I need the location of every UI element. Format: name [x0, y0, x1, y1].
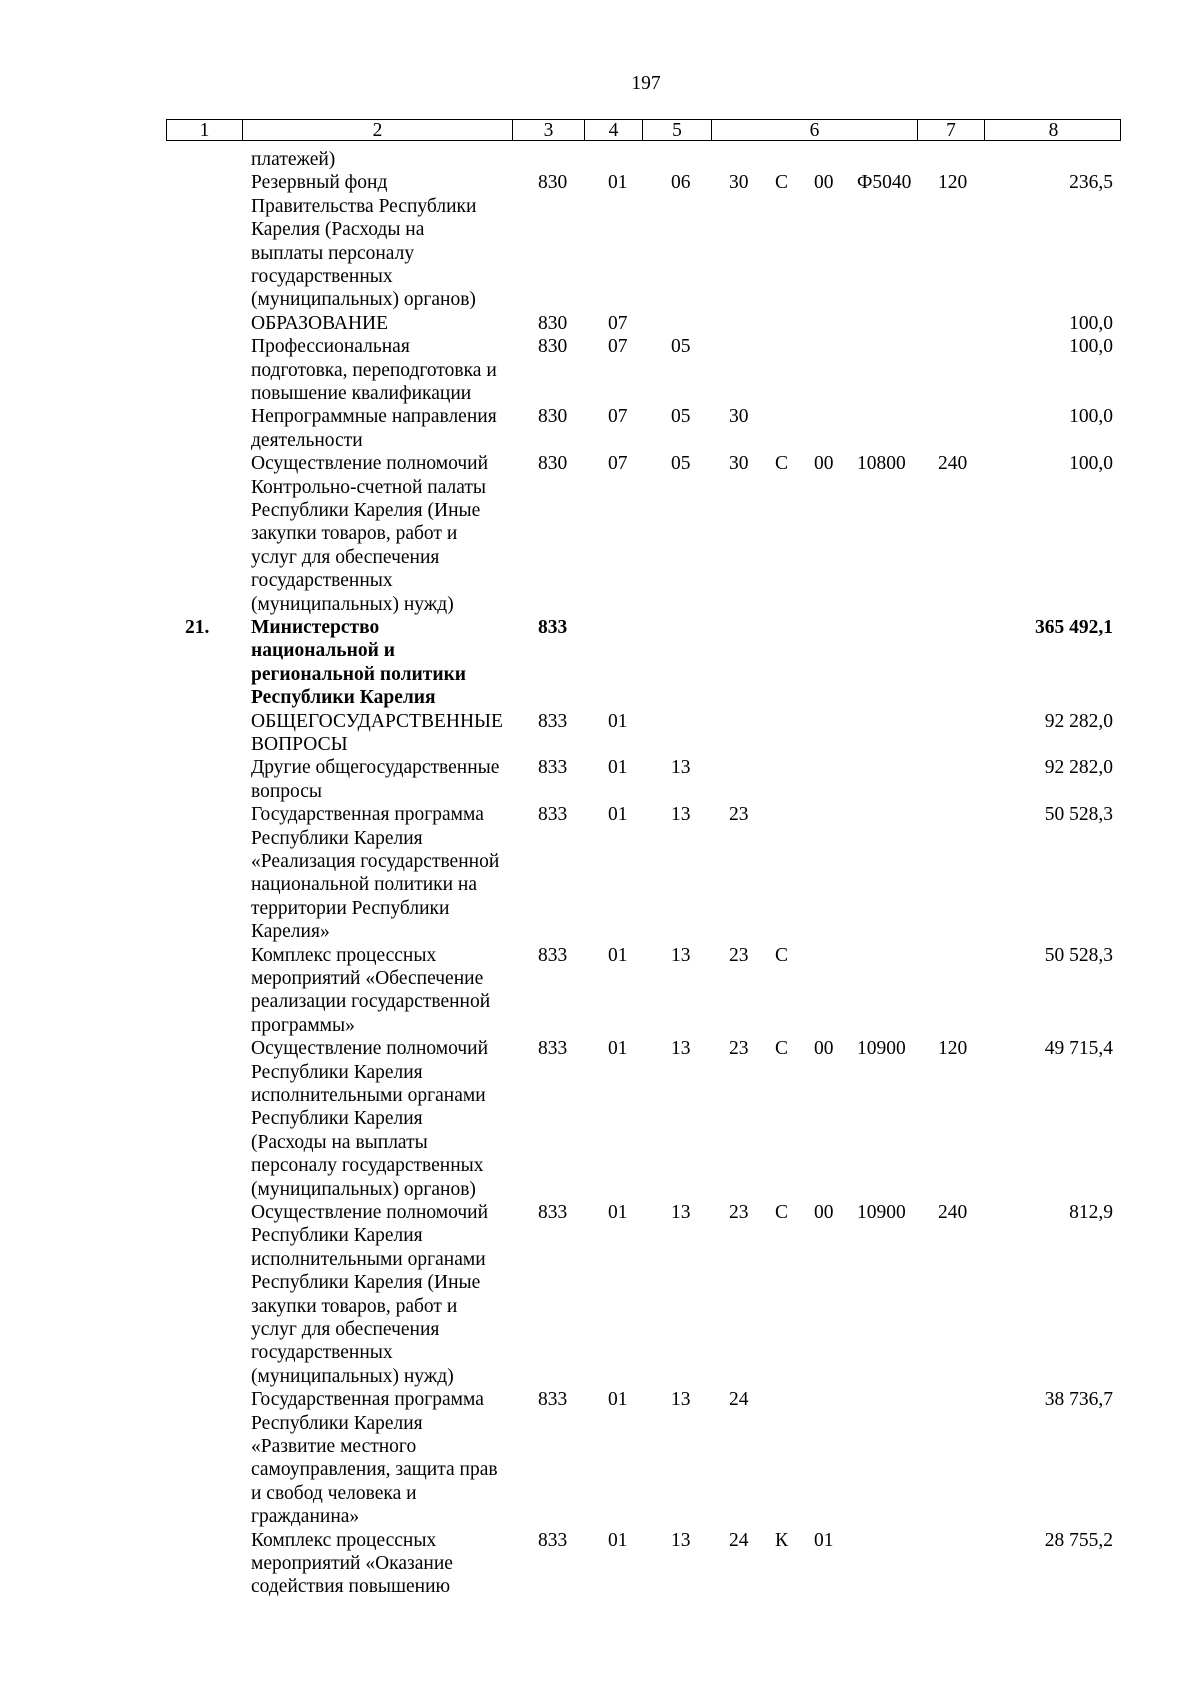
row-name-line: «Реализация государственной	[251, 851, 500, 872]
row-name-line: Осуществление полномочий	[251, 453, 489, 475]
row-name-line: мероприятий «Обеспечение	[251, 968, 484, 989]
cell-c5: 13	[671, 1038, 691, 1060]
row-name-line: ОБРАЗОВАНИЕ	[251, 312, 389, 334]
row-name-line: Республики Карелия	[251, 1412, 423, 1434]
cell-c6b: С	[775, 1202, 789, 1223]
cell-c6d: 10800	[857, 453, 906, 475]
row-name-line: Республики Карелия	[251, 1225, 423, 1247]
row-name	[251, 1388, 516, 1528]
row-name-line: самоуправления, защита прав	[251, 1459, 498, 1481]
cell-c3: 833	[538, 710, 568, 732]
header-col-8: 8	[1048, 120, 1059, 141]
row-name	[251, 1529, 516, 1599]
cell-c3: 833	[538, 1038, 568, 1060]
row-name	[251, 710, 516, 757]
row-name-line: услуг для обеспечения	[251, 1319, 440, 1341]
header-col-3: 3	[513, 120, 585, 140]
cell-c5: 13	[671, 1202, 691, 1223]
row-name-line: закупки товаров, работ и	[251, 1295, 458, 1317]
row-name-line: платежей)	[251, 149, 336, 170]
cell-c4: 01	[608, 710, 628, 732]
row-name-line: закупки товаров, работ и	[251, 523, 458, 545]
cell-c4: 01	[608, 757, 628, 779]
cell-c4: 07	[608, 406, 628, 428]
row-name-line: ОБЩЕГОСУДАРСТВЕННЫЕ	[251, 710, 503, 732]
cell-c6b: С	[775, 172, 789, 194]
row-name-line: Республики Карелия (Иные	[251, 1272, 481, 1294]
cell-c3: 833	[538, 617, 568, 638]
cell-c6a: 30	[729, 172, 749, 194]
row-name-line: реализации государственной	[251, 991, 491, 1013]
row-name-line: Республики Карелия	[251, 827, 423, 849]
cell-c8: 38 736,7	[1044, 1389, 1113, 1411]
row-name-line: Осуществление полномочий	[251, 1202, 489, 1223]
row-name-line: услуг для обеспечения	[251, 546, 440, 568]
row-name-line: территории Республики	[251, 897, 450, 919]
row-name-line: Министерство	[251, 617, 380, 638]
cell-c3: 830	[538, 312, 568, 334]
row-name-line: вопросы	[251, 780, 323, 802]
row-name-line: исполнительными органами	[251, 1248, 486, 1270]
row-name-line: ВОПРОСЫ	[251, 734, 348, 755]
cell-c8: 100,0	[1069, 336, 1113, 358]
row-name-line: (муниципальных) органов)	[251, 289, 476, 311]
cell-c8: 92 282,0	[1044, 710, 1113, 732]
cell-c8: 100,0	[1069, 406, 1113, 428]
row-name-line: Государственная программа	[251, 804, 484, 826]
row-name-line: Республики Карелия	[251, 1061, 423, 1083]
header-col-7: 7	[918, 120, 985, 140]
cell-c8: 92 282,0	[1044, 757, 1113, 779]
row-name-line: персоналу государственных	[251, 1155, 484, 1177]
row-name	[251, 1037, 516, 1201]
row-name-line: (муниципальных) нужд)	[251, 593, 454, 615]
cell-c8: 49 715,4	[1044, 1038, 1113, 1060]
row-name	[251, 1201, 516, 1388]
row-name-line: Республики Карелия	[251, 1108, 423, 1130]
row-name-line: мероприятий «Оказание	[251, 1553, 453, 1574]
cell-c8: 28 755,2	[1044, 1529, 1113, 1551]
row-name	[251, 756, 516, 803]
cell-c6b: С	[775, 944, 789, 966]
cell-c3: 833	[538, 1202, 568, 1223]
cell-c6d: 10900	[857, 1202, 906, 1223]
cell-c3: 833	[538, 944, 568, 966]
row-name-line: Правительства Республики	[251, 195, 477, 217]
cell-c6b: С	[775, 453, 789, 475]
row-name-line: Республики Карелия	[251, 687, 436, 709]
row-name-line: Осуществление полномочий	[251, 1038, 489, 1060]
cell-c5: 13	[671, 757, 691, 779]
cell-c8: 50 528,3	[1044, 944, 1113, 966]
row-name-line: программы»	[251, 1014, 355, 1036]
row-name	[251, 405, 516, 452]
row-name-line: региональной политики	[251, 663, 467, 685]
cell-c8: 100,0	[1069, 312, 1113, 334]
row-name-line: национальной политики на	[251, 874, 478, 896]
row-name-line: деятельности	[251, 429, 363, 451]
row-name	[251, 148, 516, 171]
cell-c3: 830	[538, 406, 568, 428]
cell-c3: 833	[538, 1529, 568, 1551]
row-name-line: (муниципальных) нужд)	[251, 1365, 454, 1387]
row-name-line: Карелия»	[251, 921, 330, 943]
row-name-line: Непрограммные направления	[251, 406, 497, 428]
cell-c8: 100,0	[1069, 453, 1113, 475]
cell-c6a: 24	[729, 1389, 749, 1411]
row-name-line: государственных	[251, 570, 393, 592]
header-col-5: 5	[643, 120, 712, 140]
cell-c3: 830	[538, 172, 568, 194]
cell-c6c: 00	[814, 1038, 834, 1060]
cell-c7: 240	[938, 453, 968, 475]
cell-c6a: 30	[729, 406, 749, 428]
row-name-line: Государственная программа	[251, 1389, 484, 1411]
cell-c3: 830	[538, 453, 568, 475]
row-name-line: повышение квалификации	[251, 383, 472, 404]
cell-c6a: 23	[729, 804, 749, 826]
row-name	[251, 803, 516, 943]
row-name	[251, 616, 516, 710]
cell-c4: 07	[608, 336, 628, 358]
header-col-4: 4	[585, 120, 643, 140]
cell-c8: 50 528,3	[1044, 804, 1113, 826]
row-name-line: Резервный фонд	[251, 172, 388, 194]
cell-c7: 240	[938, 1202, 968, 1223]
row-number: 21.	[185, 617, 210, 638]
cell-c3: 830	[538, 336, 568, 358]
cell-c6b: С	[775, 1038, 789, 1060]
table-header	[166, 119, 1121, 141]
cell-c7: 120	[938, 1038, 968, 1060]
cell-c6a: 23	[729, 1038, 749, 1060]
cell-c5: 13	[671, 1529, 691, 1551]
cell-c6a: 23	[729, 1202, 749, 1223]
cell-c8: 365 492,1	[1035, 617, 1113, 638]
header-col-1: 1	[167, 120, 243, 140]
row-name-line: подготовка, переподготовка и	[251, 359, 497, 381]
row-name	[251, 944, 516, 1038]
row-name-line: Контрольно-счетной палаты	[251, 476, 487, 498]
cell-c4: 01	[608, 1038, 628, 1060]
row-name-line: выплаты персоналу	[251, 242, 415, 264]
cell-c3: 833	[538, 804, 568, 826]
row-name	[251, 171, 516, 311]
cell-c6a: 23	[729, 944, 749, 966]
row-name-line: и свобод человека и	[251, 1482, 417, 1504]
cell-c5: 13	[671, 804, 691, 826]
cell-c5: 13	[671, 944, 691, 966]
row-name	[251, 452, 516, 616]
row-name-line: государственных	[251, 266, 393, 288]
row-name	[251, 312, 516, 335]
cell-c6d: 10900	[857, 1038, 906, 1060]
page-number: 197	[631, 73, 661, 94]
row-name-line: Республики Карелия (Иные	[251, 500, 481, 521]
row-name-line: гражданина»	[251, 1506, 360, 1528]
header-col-6: 6	[712, 120, 918, 140]
row-name-line: Комплекс процессных	[251, 1529, 437, 1551]
cell-c3: 833	[538, 1389, 568, 1411]
cell-c6b: К	[775, 1529, 789, 1551]
cell-c6c: 00	[814, 453, 834, 475]
cell-c5: 05	[671, 453, 691, 475]
cell-c5: 13	[671, 1389, 691, 1411]
cell-c5: 05	[671, 336, 691, 358]
row-name-line: государственных	[251, 1342, 393, 1364]
cell-c4: 01	[608, 944, 628, 966]
cell-c5: 05	[671, 406, 691, 428]
row-name-line: (Расходы на выплаты	[251, 1131, 428, 1153]
cell-c4: 01	[608, 1389, 628, 1411]
row-name-line: содействия повышению	[251, 1576, 451, 1598]
row-name-line: (муниципальных) органов)	[251, 1178, 476, 1200]
cell-c6a: 24	[729, 1529, 749, 1551]
cell-c7: 120	[938, 172, 968, 194]
row-name	[251, 335, 516, 405]
cell-c4: 01	[608, 1529, 628, 1551]
cell-c3: 833	[538, 757, 568, 779]
row-name-line: исполнительными органами	[251, 1085, 486, 1106]
cell-c8: 236,5	[1069, 172, 1113, 194]
cell-c4: 01	[608, 804, 628, 826]
row-name-line: Профессиональная	[251, 336, 410, 358]
row-name-line: национальной и	[251, 640, 395, 662]
cell-c6c: 01	[814, 1529, 834, 1551]
cell-c6d: Ф5040	[857, 172, 912, 194]
cell-c5: 06	[671, 172, 691, 194]
row-name-line: Карелия (Расходы на	[251, 219, 425, 241]
cell-c4: 07	[608, 312, 628, 334]
cell-c4: 01	[608, 172, 628, 194]
row-name-line: Другие общегосударственные	[251, 757, 500, 779]
cell-c4: 01	[608, 1202, 628, 1223]
row-name-line: Комплекс процессных	[251, 944, 437, 966]
cell-c6c: 00	[814, 172, 834, 194]
row-name-line: «Развитие местного	[251, 1436, 417, 1457]
cell-c6a: 30	[729, 453, 749, 475]
cell-c8: 812,9	[1069, 1202, 1113, 1223]
header-col-2: 2	[243, 120, 513, 140]
cell-c6c: 00	[814, 1202, 834, 1223]
cell-c4: 07	[608, 453, 628, 475]
